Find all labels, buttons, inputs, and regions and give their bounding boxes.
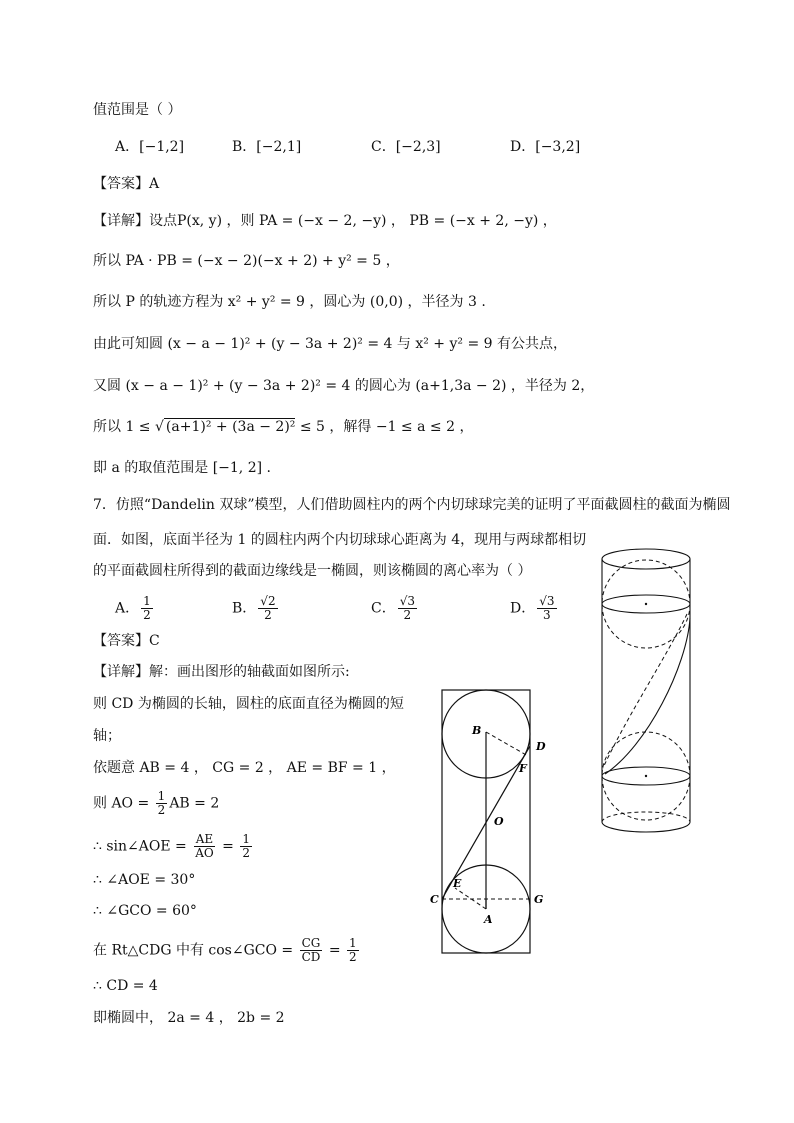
label-O: O <box>494 815 504 828</box>
solution-line-5: 又圆 (x − a − 1)² + (y − 3a + 2)² = 4 的圆心为 (a+1,3a − 2) ，半径为 2， <box>93 378 595 394</box>
segment-BF <box>486 732 528 756</box>
option-d: D．[−3,2] <box>510 139 581 155</box>
cylinder-bottom-ellipse <box>602 822 690 832</box>
label-D: D <box>536 740 546 753</box>
explain-line-11: 即椭圆中， 2a = 4 ， 2b = 2 <box>93 1010 285 1026</box>
option-b: B．[−2,1] <box>232 139 302 155</box>
explain-line-8: ∴ ∠GCO = 60° <box>93 903 197 919</box>
cylinder-figure <box>597 546 695 836</box>
solution-line-1: 【详解】设点P(x, y) ，则 PA = (−x − 2, −y) ， PB = (−x + 2, −y) ， <box>93 213 557 229</box>
explain-line-5: 则 AO = $\frac{1}{2}$ AB = 2 <box>93 789 220 817</box>
option-b: B． $\frac{√2}{2}$ <box>232 594 276 622</box>
option-c: C．[−2,3] <box>371 139 441 155</box>
label-B: B <box>472 724 482 737</box>
label-C: C <box>430 893 439 906</box>
label-G: G <box>534 893 544 906</box>
solution-line-6: 所以 1 ≤ √ (a+1)² + (3a − 2)² ≤ 5 ，解得 −1 ≤ a ≤ 2 ， <box>93 419 474 435</box>
upper-center-dot <box>645 603 647 605</box>
option-d: D． $\frac{√3}{3}$ <box>510 594 555 622</box>
explain-line-2: 则 CD 为椭圆的长轴，圆柱的底面直径为椭圆的短 <box>93 696 404 712</box>
label-F: F <box>519 762 527 775</box>
explain-line-9: 在 Rt△CDG 中有 cos∠GCO = $\frac{CG}{CD}$ = $\frac{1}{2}$ <box>93 936 357 964</box>
explain-line-10: ∴ CD = 4 <box>93 978 158 994</box>
question-7-line-2: 面．如图，底面半径为 1 的圆柱内两个内切球球心距离为 4，现用与两球都相切 <box>93 532 587 548</box>
solution-line-3: 所以 P 的轨迹方程为 x² + y² = 9 ，圆心为 (0,0) ，半径为 3 . <box>93 294 486 310</box>
question-tail: 值范围是（ ） <box>93 102 182 118</box>
lower-center-dot <box>645 775 647 777</box>
solution-line-4: 由此可知圆 (x − a − 1)² + (y − 3a + 2)² = 4 与 x² + y² = 9 有公共点， <box>93 336 567 352</box>
cylinder-top-ellipse <box>602 549 690 569</box>
answer-label: 【答案】A <box>93 176 160 192</box>
question-7-line-3: 的平面截圆柱所得到的截面边缘线是一椭圆，则该椭圆的离心率为（ ） <box>93 563 532 579</box>
ellipse-section-front <box>605 618 690 774</box>
option-a: A． $\frac{1}{2}$ <box>115 594 151 622</box>
explain-line-6: ∴ sin∠AOE = $\frac{AE}{AO}$ = $\frac{1}{2}$ <box>93 832 251 860</box>
explain-line-1: 【详解】解：画出图形的轴截面如图所示: <box>93 664 350 680</box>
cross-section-figure <box>426 682 562 958</box>
explain-line-7: ∴ ∠AOE = 30° <box>93 872 196 888</box>
label-E: E <box>453 877 462 890</box>
question-7-line-1: 7．仿照“Dandelin 双球”模型，人们借助圆柱内的两个内切球球完美的证明了平面截圆柱的截面为椭圆 <box>93 497 731 513</box>
explain-line-3: 轴； <box>93 728 121 744</box>
solution-line-7: 即 a 的取值范围是 [−1, 2] . <box>93 460 271 476</box>
answer-label: 【答案】C <box>93 633 160 649</box>
explain-line-4: 依题意 AB = 4 ， CG = 2 ， AE = BF = 1 ， <box>93 760 396 776</box>
label-A: A <box>484 913 493 926</box>
option-c: C． $\frac{√3}{2}$ <box>371 594 415 622</box>
option-a: A．[−1,2] <box>115 139 185 155</box>
solution-line-2: 所以 PA · PB = (−x − 2)(−x + 2) + y² = 5 ， <box>93 253 400 269</box>
cylinder-bottom-ellipse-back <box>602 812 690 822</box>
